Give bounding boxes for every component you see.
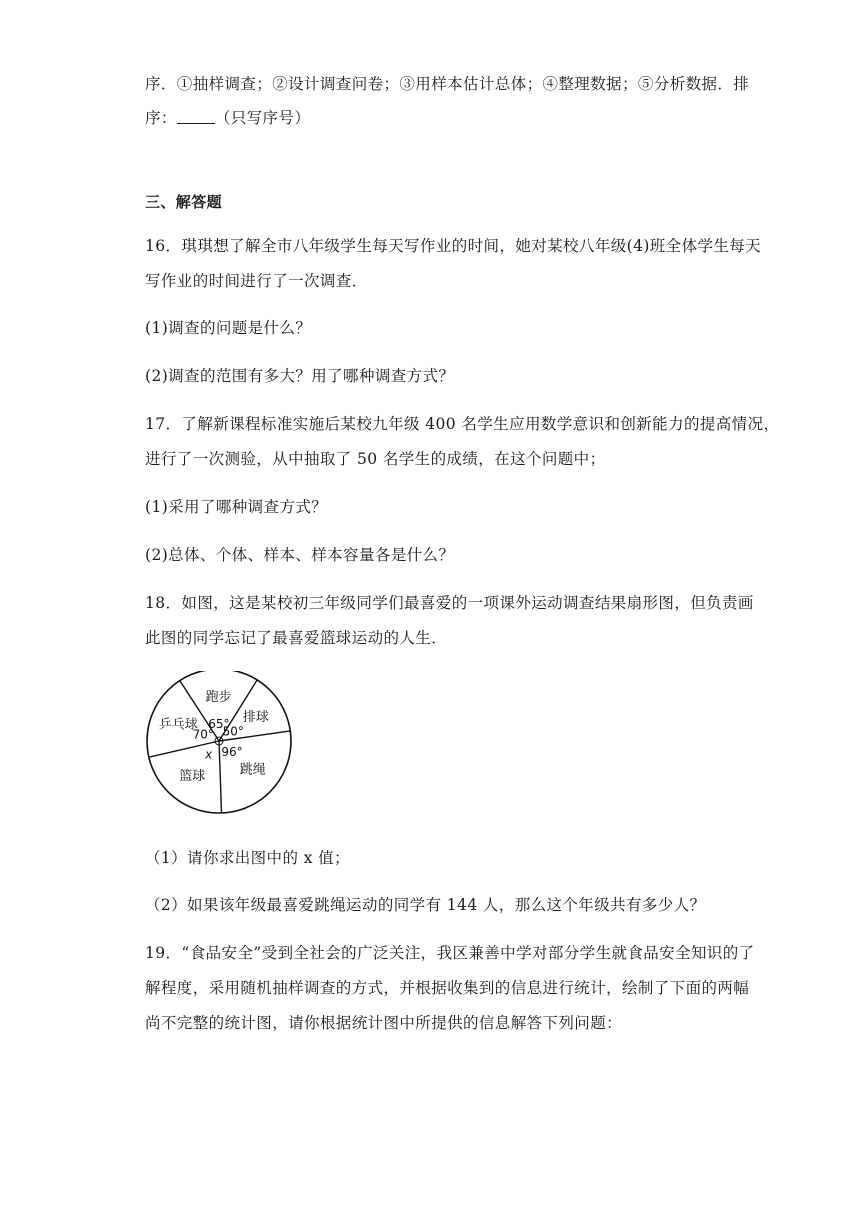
question-17-part-1: (1)采用了哪种调查方式？ [145,498,328,516]
slice-label: 跑步 [205,690,232,706]
sort-hint: （只写序号） [214,109,311,127]
question-19-line-3: 尚不完整的统计图，请你根据统计图中所提供的信息解答下列问题： [145,1014,623,1032]
question-17-part-2: (2)总体、个体、样本、样本容量各是什么？ [145,546,455,564]
slice-label: 排球 [242,710,269,726]
question-16-part-1: (1)调查的问题是什么？ [145,319,312,337]
question-19-line-2: 解程度，采用随机抽样调查的方式，并根据收集到的信息进行统计，绘制了下面的两幅 [145,979,750,997]
question-18-line-2: 此图的同学忘记了最喜爱篮球运动的人生． [145,629,448,647]
question-15-answer-line [145,108,310,128]
slice-label: 跳绳 [239,762,266,778]
question-18-part-2: （2）如果该年级最喜爱跳绳运动的同学有 144 人，那么这个年级共有多少人？ [145,896,706,914]
question-16-line-1: 16．琪琪想了解全市八年级学生每天写作业的时间，她对某校八年级(4)班全体学生每天 [145,237,762,255]
slice-label: 篮球 [179,768,206,784]
slice-angle-label: 50° [222,724,244,739]
slice-angle-label: x [205,747,213,762]
question-16-part-2: (2)调查的范围有多大？用了哪种调查方式？ [145,367,455,385]
question-18-part-1: （1）请你求出图中的 x 值； [145,849,350,867]
sports-pie-chart [144,671,294,821]
slice-label: 乒乓球 [158,717,198,733]
slice-angle-label: 70° [192,727,214,742]
question-17-line-1: 17．了解新课程标准实施后某校九年级 400 名学生应用数学意识和创新能力的提高情况， [145,415,780,433]
question-19-line-1: 19．“食品安全”受到全社会的广泛关注，我区兼善中学对部分学生就食品安全知识的了 [145,944,755,962]
question-16-line-2: 写作业的时间进行了一次调查． [145,272,368,290]
slice-angle-label: 65° [208,717,230,732]
slice-angle-label: 96° [221,744,243,759]
question-15-continued: 序．①抽样调查；②设计调查问卷；③用样本估计总体；④整理数据；⑤分析数据．排 [145,75,750,93]
question-17-line-2: 进行了一次测验，从中抽取了 50 名学生的成绩，在这个问题中； [145,450,606,468]
section-heading: 三、解答题 [145,193,223,211]
sort-label: 序： [145,109,177,127]
question-18-line-1: 18．如图，这是某校初三年级同学们最喜爱的一项课外运动调查结果扇形图，但负责画 [145,594,754,612]
answer-blank[interactable] [177,109,215,124]
